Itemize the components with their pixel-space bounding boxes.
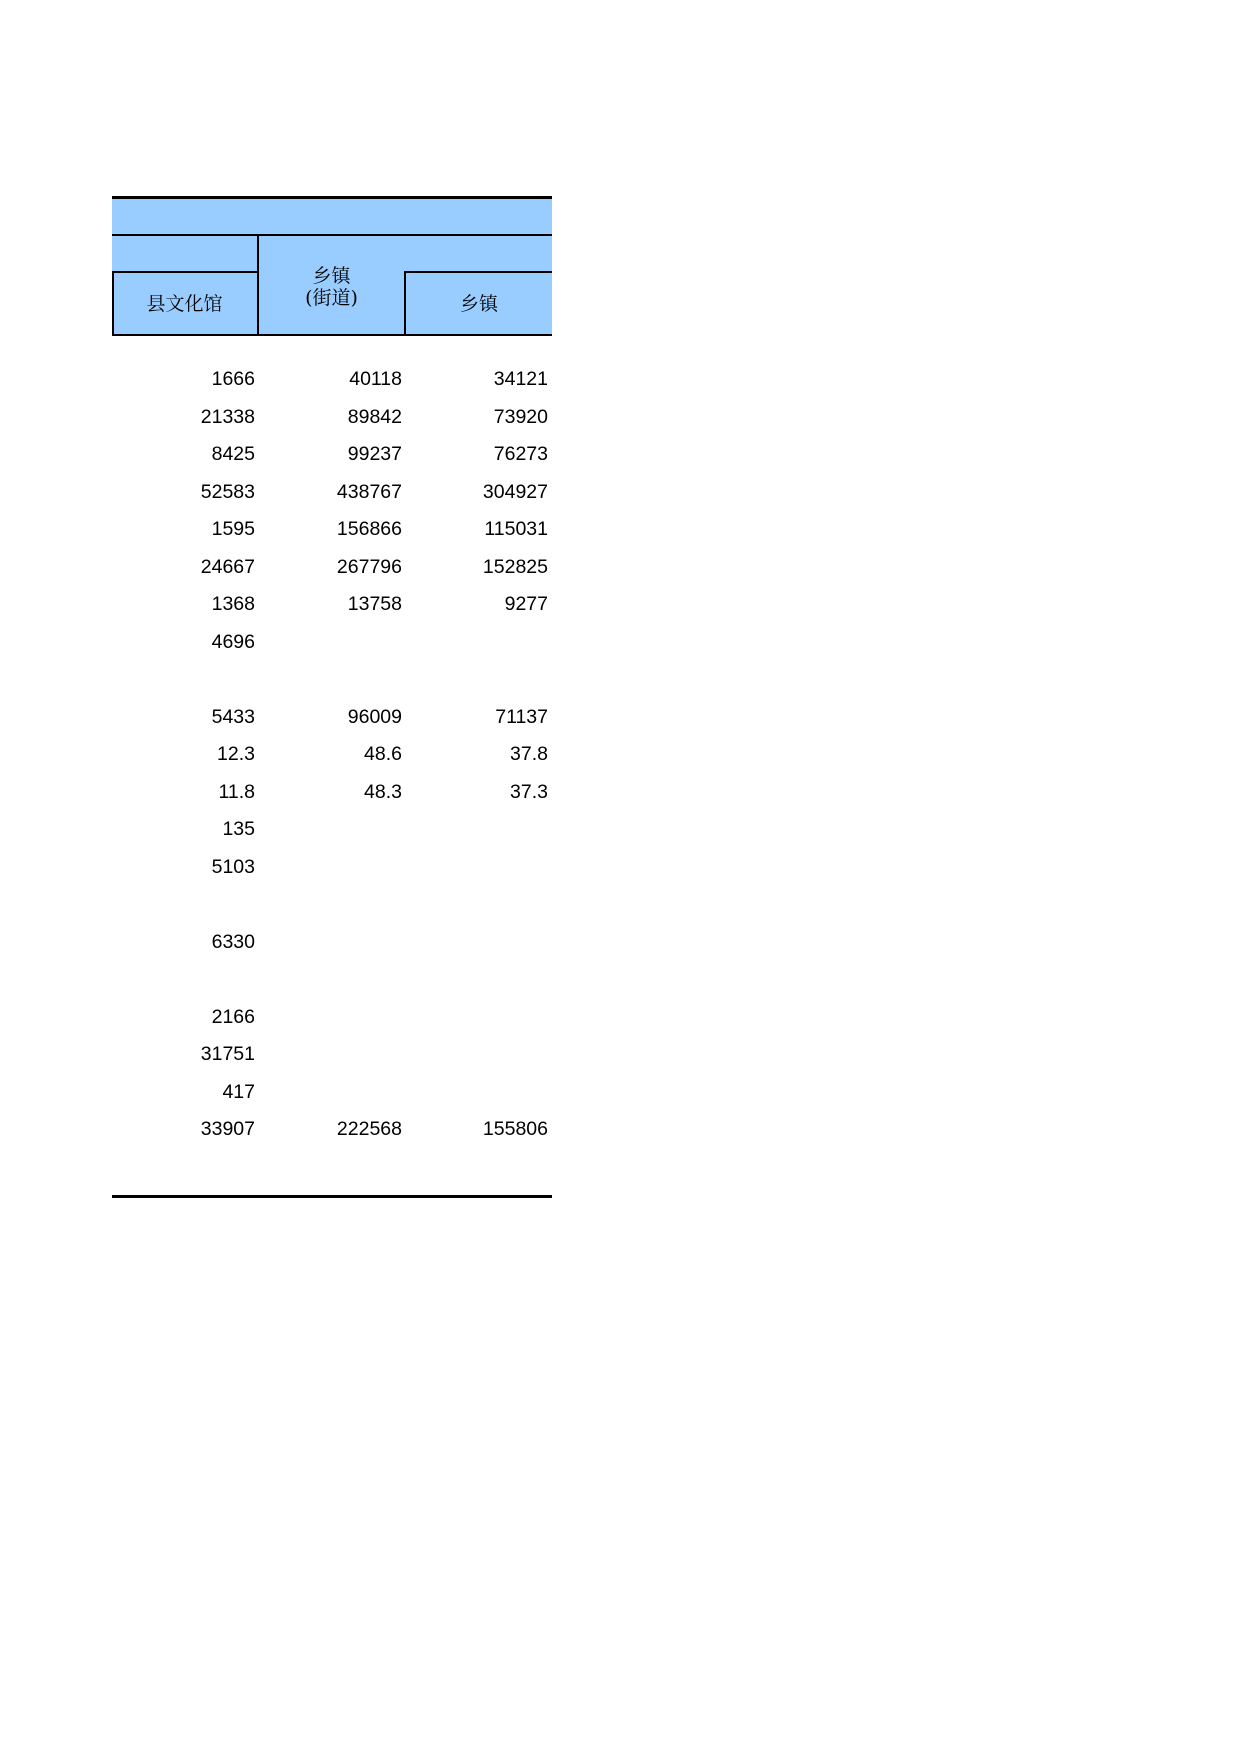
table-cell-c2: 40118: [349, 368, 402, 390]
table-row: [112, 402, 552, 432]
table-cell-c2: [259, 889, 402, 919]
table-cell-c2: 96009: [347, 705, 402, 728]
table-cell-c3: 76273: [493, 443, 548, 465]
table-cell-c2: 156866: [336, 518, 402, 540]
table-cell-c1: 31751: [200, 1043, 255, 1065]
table-cell-c3: 71137: [495, 705, 548, 728]
table-cell-c2: [259, 964, 402, 994]
table-cell-c1: 6330: [211, 930, 255, 953]
table-row: [112, 627, 552, 657]
header-township-street-line1: 乡镇: [312, 265, 351, 287]
statistics-table: [112, 196, 552, 1198]
table-cell-c3: [406, 1077, 548, 1107]
table-cell-c2: [259, 1002, 402, 1032]
table-cell-c1: 8425: [211, 443, 255, 465]
table-row: [112, 1114, 552, 1144]
table-row: [112, 364, 552, 394]
table-cell-c3: [406, 1039, 548, 1069]
table-row: [112, 552, 552, 582]
table-cell-c2: 48.6: [364, 743, 402, 765]
table-cell-c2: 99237: [347, 443, 402, 465]
table-cell-c2: 13758: [347, 593, 402, 615]
table-cell-c1: 21338: [200, 405, 255, 428]
table-cell-c3: [406, 627, 548, 657]
table-cell-c3: 152825: [482, 555, 548, 578]
table-cell-c1: [112, 964, 255, 994]
table-header: [112, 196, 552, 336]
table-cell-c3: 304927: [482, 480, 548, 503]
table-cell-c3: [406, 964, 548, 994]
table-row: [112, 589, 552, 619]
table-cell-c1: [112, 664, 255, 694]
table-cell-c3: 9277: [504, 593, 548, 615]
table-row: [112, 927, 552, 957]
table-row: [112, 477, 552, 507]
table-cell-c3: [406, 814, 548, 844]
table-cell-c2: [259, 1039, 402, 1069]
table-cell-c3: 34121: [493, 368, 548, 390]
header-county-culture-center: 县文化馆: [146, 293, 223, 315]
table-cell-c1: 1666: [211, 368, 255, 390]
table-cell-c3: 115031: [484, 518, 548, 540]
table-cell-c2: [259, 852, 402, 882]
header-rule-top: [112, 234, 552, 236]
table-body: [112, 336, 552, 1198]
table-cell-c3: [406, 927, 548, 957]
table-cell-c1: 33907: [200, 1118, 255, 1140]
table-cell-c1: 5103: [211, 855, 255, 878]
table-cell-c1: 5433: [211, 705, 255, 728]
table-cell-c1: 135: [222, 818, 255, 840]
table-cell-c1: 2166: [211, 1005, 255, 1028]
table-cell-c3: [406, 1002, 548, 1032]
table-cell-c3: [406, 852, 548, 882]
table-cell-c2: [259, 927, 402, 957]
header-township-street: [259, 265, 404, 309]
header-township: 乡镇: [459, 293, 498, 315]
table-row: [112, 852, 552, 882]
table-cell-c2: 222568: [336, 1118, 402, 1140]
table-row: [112, 777, 552, 807]
table-row: [112, 739, 552, 769]
table-cell-c2: 89842: [347, 405, 402, 428]
table-cell-c2: 267796: [336, 555, 402, 578]
table-cell-c2: [259, 1077, 402, 1107]
header-rule-col1: [112, 271, 259, 273]
table-cell-c2: 48.3: [364, 780, 402, 803]
table-cell-c2: [259, 814, 402, 844]
table-cell-c1: 4696: [211, 630, 255, 653]
table-cell-c3: 73920: [493, 405, 548, 428]
header-township-street-line2: (街道): [305, 287, 358, 309]
table-row: [112, 439, 552, 469]
table-cell-c1: 11.8: [218, 780, 255, 803]
table-row: [112, 702, 552, 732]
table-cell-c3: 155806: [482, 1118, 548, 1140]
table-cell-c3: 37.8: [510, 743, 548, 765]
table-cell-c2: 438767: [336, 480, 402, 503]
table-row: [112, 514, 552, 544]
table-cell-c1: 12.3: [217, 743, 255, 765]
table-cell-c3: [406, 664, 548, 694]
table-cell-c1: 52583: [200, 480, 255, 503]
table-cell-c2: [259, 627, 402, 657]
header-rule-col3: [406, 271, 552, 273]
table-row: [112, 1002, 552, 1032]
table-cell-c3: 37.3: [510, 780, 548, 803]
table-row: [112, 1039, 552, 1069]
table-row: [112, 1077, 552, 1107]
table-row: [112, 814, 552, 844]
table-cell-c2: [259, 664, 402, 694]
table-row: [112, 964, 552, 994]
table-cell-c1: [112, 889, 255, 919]
table-cell-c1: 1368: [211, 593, 255, 615]
table-row: [112, 664, 552, 694]
table-cell-c1: 417: [222, 1080, 255, 1103]
table-row: [112, 889, 552, 919]
table-cell-c3: [406, 889, 548, 919]
table-cell-c1: 24667: [200, 555, 255, 578]
table-cell-c1: 1595: [211, 518, 255, 540]
